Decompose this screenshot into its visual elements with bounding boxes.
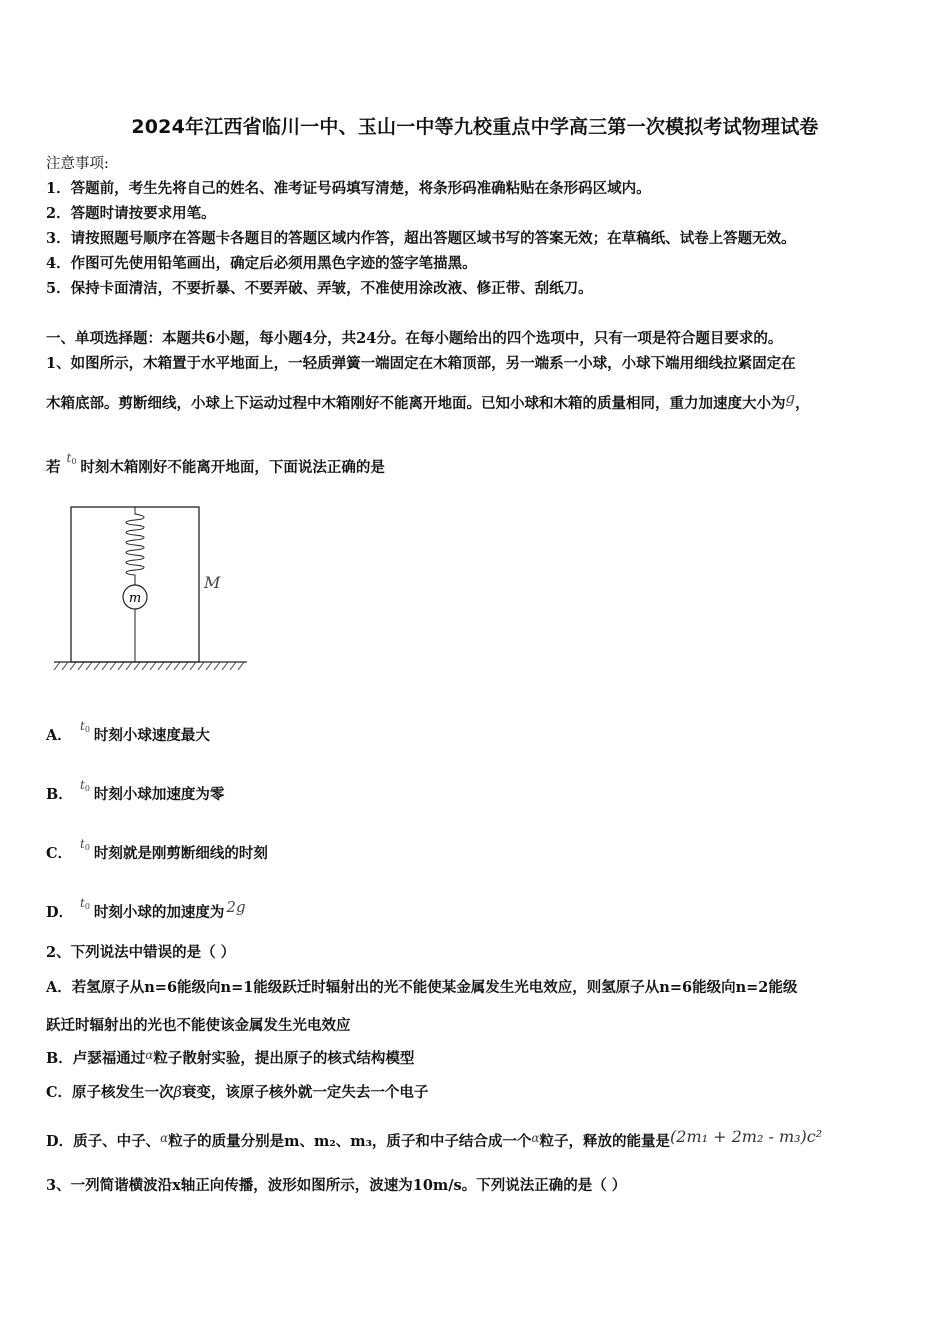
q1-stem-line3-post: 时刻木箱刚好不能离开地面，下面说法正确的是 <box>80 459 385 476</box>
q2-d-pre: D．质子、中子、 <box>46 1133 161 1150</box>
q1-option-a[interactable] <box>46 719 210 745</box>
t0-symbol: t0 <box>80 896 90 911</box>
option-label: B． <box>46 786 73 803</box>
q1-stem-line3-pre: 若 <box>46 459 61 476</box>
q1-stem-line1: 1、如图所示，木箱置于水平地面上，一轻质弹簧一端固定在木箱顶部，另一端系一小球，小球下端用细线拉紧固定在 <box>46 355 796 372</box>
option-text: 时刻就是刚剪断细线的时刻 <box>93 845 268 862</box>
t0-symbol: t0 <box>80 719 90 734</box>
q2-option-a-line2[interactable]: 跃迁时辐射出的光也不能使该金属发生光电效应 <box>46 1017 351 1034</box>
box-label: M <box>204 573 221 592</box>
notes-item: 5．保持卡面清洁，不要折暴、不要弄破、弄皱，不准使用涂改液、修正带、刮纸刀。 <box>46 280 593 297</box>
spring-box-figure <box>52 500 252 680</box>
spring <box>126 507 144 585</box>
option-label: D． <box>46 904 74 921</box>
q2-option-d[interactable] <box>46 1127 822 1151</box>
notes-heading: 注意事项: <box>46 156 109 172</box>
t0-letter: t <box>66 451 72 465</box>
q1-option-c[interactable] <box>46 837 268 863</box>
t0-subscript: 0 <box>71 457 77 466</box>
q1-stem-line3 <box>46 451 385 477</box>
notes-item: 2．答题时请按要求用笔。 <box>46 205 216 222</box>
q1-option-b[interactable] <box>46 778 224 804</box>
q1-stem-line2-end: ， <box>795 395 810 412</box>
q3-stem: 3、一列简谐横波沿x轴正向传播，波形如图所示，波速为10m/s。下列说法正确的是（ ） <box>46 1177 627 1194</box>
alpha-symbol: α <box>531 1131 540 1145</box>
gravity-symbol: g <box>785 389 796 407</box>
t0-symbol <box>67 451 77 465</box>
q2-c-pre: C．原子核发生一次 <box>46 1084 174 1101</box>
notes-item: 4．作图可先使用铅笔画出，确定后必须用黑色字迹的签字笔描黑。 <box>46 255 477 272</box>
notes-item: 3．请按照题号顺序在答题卡各题目的答题区域内作答，超出答题区域书写的答案无效；在草稿纸、试卷上答题无效。 <box>46 230 796 247</box>
q2-b-pre: B．卢瑟福通过 <box>46 1050 146 1067</box>
q1-option-d[interactable] <box>46 896 246 922</box>
option-d-value: 2g <box>226 898 246 916</box>
q2-d-post: 粒子，释放的能量是 <box>539 1133 671 1150</box>
option-text: 时刻小球加速度为零 <box>93 786 225 803</box>
q2-stem: 2、下列说法中错误的是（ ） <box>46 944 236 961</box>
q2-option-b[interactable] <box>46 1047 414 1068</box>
energy-formula: (2m₁ + 2m₂ - m₃)c² <box>670 1127 823 1146</box>
beta-symbol: β <box>173 1085 182 1101</box>
ball-label: m <box>128 591 142 606</box>
q2-c-post: 衰变，该原子核外就一定失去一个电子 <box>181 1084 429 1101</box>
alpha-symbol: α <box>160 1131 169 1145</box>
option-label: C． <box>46 845 73 862</box>
alpha-symbol: α <box>145 1048 154 1062</box>
q2-option-a-line1[interactable]: A．若氢原子从n=6能级向n=1能级跃迁时辐射出的光不能使某金属发生光电效应，则氢原子从n=6能级向n=2能级 <box>46 979 798 996</box>
q2-d-mid: 粒子的质量分别是m、m₂、m₃，质子和中子结合成一个 <box>168 1133 532 1150</box>
page-title: 2024年江西省临川一中、玉山一中等九校重点中学高三第一次模拟考试物理试卷 <box>131 116 819 138</box>
notes-item: 1．答题前，考生先将自己的姓名、准考证号码填写清楚，将条形码准确粘贴在条形码区域内。 <box>46 180 651 197</box>
q1-stem-line2-text: 木箱底部。剪断细线，小球上下运动过程中木箱刚好不能离开地面。已知小球和木箱的质量相同，重力加速度大小为 <box>46 395 786 412</box>
option-text: 时刻小球速度最大 <box>93 727 210 744</box>
section-heading: 一、单项选择题：本题共6小题，每小题4分，共24分。在每小题给出的四个选项中，只有一项是符合题目要求的。 <box>46 330 783 347</box>
t0-symbol: t0 <box>80 778 90 793</box>
q1-stem-line2 <box>46 389 810 413</box>
option-label: A． <box>46 727 72 744</box>
q2-b-post: 粒子散射实验，提出原子的核式结构模型 <box>153 1050 415 1067</box>
option-text: 时刻小球的加速度为 <box>93 904 225 921</box>
t0-symbol: t0 <box>80 837 90 852</box>
q2-option-c[interactable] <box>46 1081 428 1102</box>
ground-hatching <box>54 662 244 670</box>
